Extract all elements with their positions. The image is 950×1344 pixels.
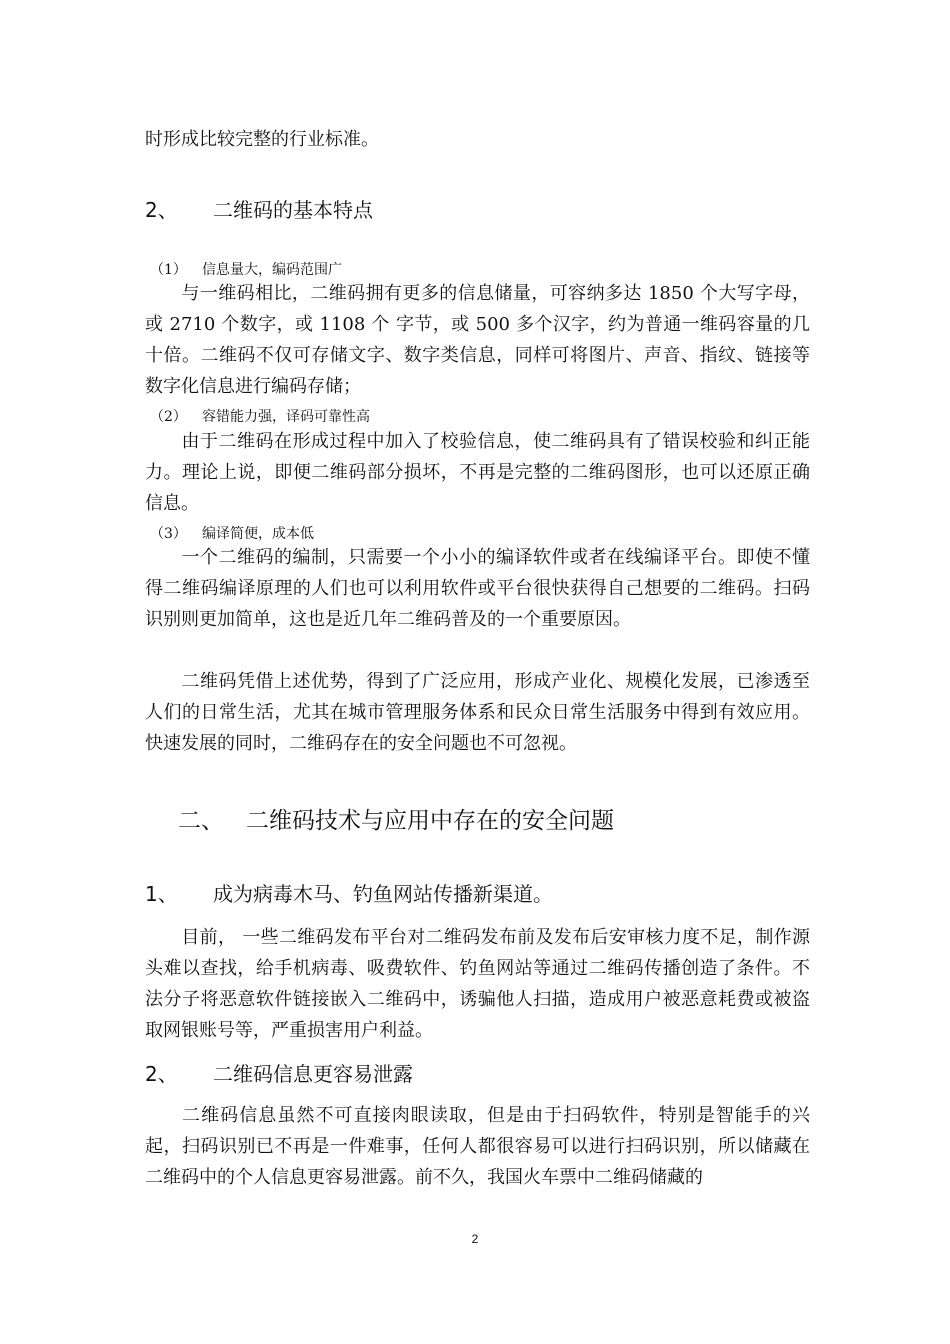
page-number: 2 — [471, 1232, 479, 1246]
paragraph-continuation: 时形成比较完整的行业标准。 — [145, 129, 379, 150]
paragraph-error-correction: 由于二维码在形成过程中加入了校验信息，使二维码具有了错误校验和纠正能力。理论上说，即便二维码部分损坏，不再是完整的二维码图形，也可以还原正确信息。 — [145, 431, 810, 514]
subheading-capacity — [150, 259, 815, 279]
heading-title: 二维码信息更容易泄露 — [213, 1062, 413, 1086]
subheading-number: （1） — [150, 262, 187, 278]
section-heading-virus — [145, 878, 810, 907]
section-heading-leak — [145, 1058, 810, 1087]
subheading-title: 容错能力强，译码可靠性高 — [202, 409, 370, 425]
paragraph-low-cost: 一个二维码的编制，只需要一个小小的编译软件或者在线编译平台。即使不懂得二维码编译原理的人们也可以利用软件或平台很快获得自己想要的二维码。扫码识别则更加简单，这也是近几年二维码普及的一个重要原因。 — [145, 547, 810, 630]
chapter-title: 二维码技术与应用中存在的安全问题 — [246, 808, 614, 834]
heading-number: 1、 — [145, 882, 178, 906]
paragraph-leak: 二维码信息虽然不可直接肉眼读取，但是由于扫码软件，特别是智能手的兴起，扫码识别已不再是一件难事，任何人都很容易可以进行扫码识别，所以储藏在二维码中的个人信息更容易泄露。前不久，我国火车票中二维码储藏的 — [145, 1105, 810, 1188]
subheading-title: 信息量大，编码范围广 — [202, 262, 342, 278]
paragraph-summary: 二维码凭借上述优势，得到了广泛应用，形成产业化、规模化发展，已渗透至人们的日常生活，尤其在城市管理服务体系和民众日常生活服务中得到有效应用。快速发展的同时，二维码存在的安全问题也不可忽视。 — [145, 671, 810, 754]
subheading-error-correction — [150, 406, 815, 426]
subheading-low-cost — [150, 523, 815, 543]
heading-number: 2、 — [145, 198, 178, 222]
paragraph-virus: 目前， 一些二维码发布平台对二维码发布前及发布后安审核力度不足，制作源头难以查找，给手机病毒、吸费软件、钓鱼网站等通过二维码传播创造了条件。不法分子将恶意软件链接嵌入二维码中，诱骗他人扫描，造成用户被恶意耗费或被盗取网银账号等，严重损害用户利益。 — [145, 927, 810, 1041]
heading-number: 2、 — [145, 1062, 178, 1086]
subheading-number: （3） — [150, 526, 187, 542]
paragraph-capacity: 与一维码相比，二维码拥有更多的信息储量，可容纳多达 1850 个大写字母，或 2710 个数字，或 1108 个 字节，或 500 多个汉字，约为普通一维码容量的几十倍。二维码不仅可存储文字、数字类信息，同样可将图片、声音、指纹、链接等数字化信息进行编码存储； — [145, 283, 810, 397]
section-heading-features — [145, 194, 810, 223]
heading-title: 二维码的基本特点 — [213, 198, 373, 222]
chapter-number: 二、 — [178, 808, 224, 834]
chapter-heading-security — [178, 802, 843, 835]
heading-title: 成为病毒木马、钓鱼网站传播新渠道。 — [213, 882, 553, 906]
subheading-title: 编译简便，成本低 — [202, 526, 314, 542]
subheading-number: （2） — [150, 409, 187, 425]
